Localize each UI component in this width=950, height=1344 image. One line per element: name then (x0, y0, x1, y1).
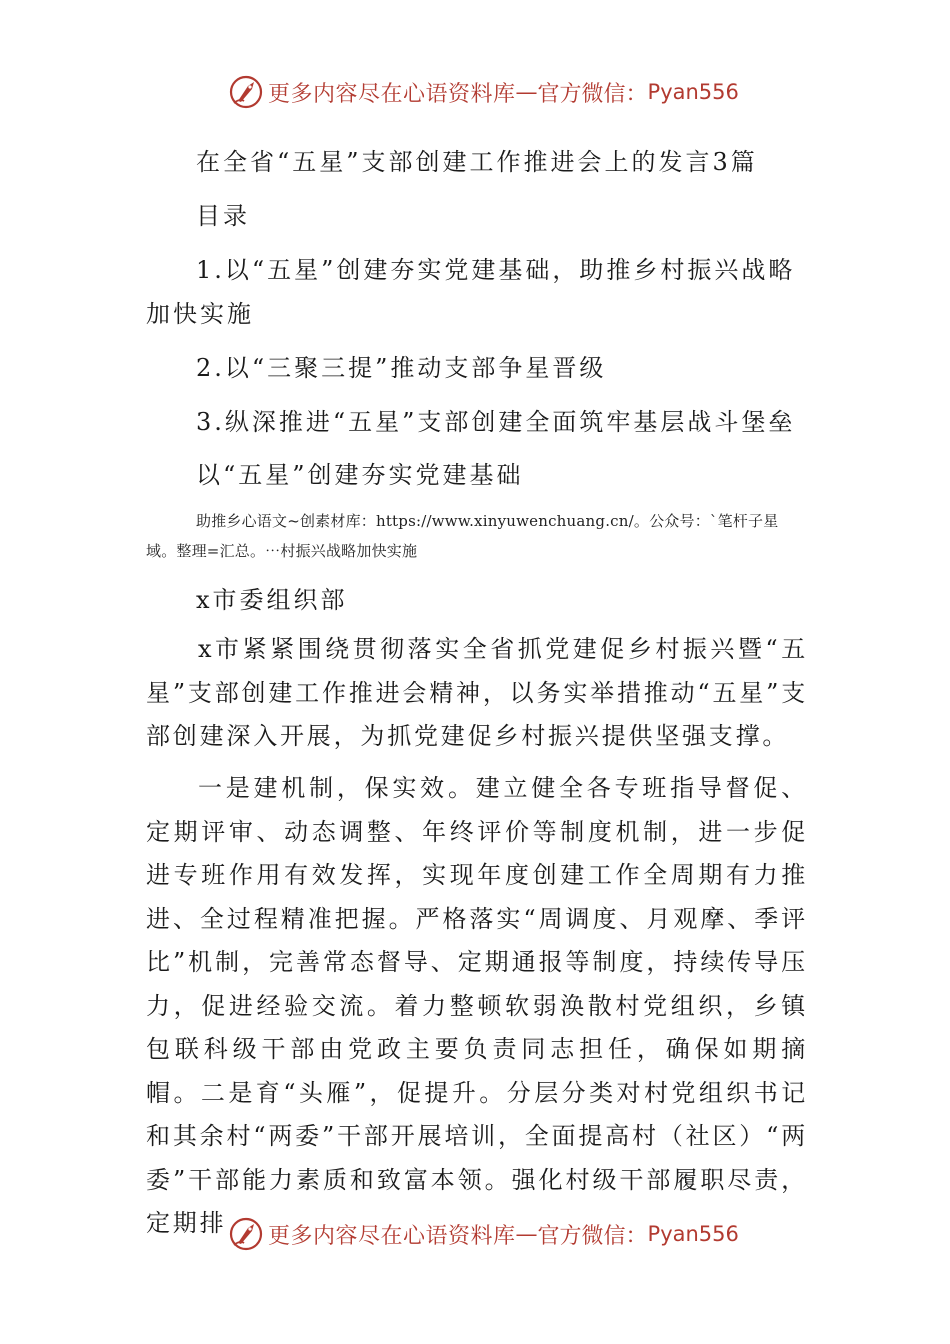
watermark-wechat-label: 官方微信： (537, 1223, 648, 1249)
document-title: 在全省“五星”支部创建工作推进会上的发言3篇 (196, 148, 758, 176)
author-line: x市委组织部 (196, 586, 348, 614)
paragraph-intro: x市紧紧围绕贯彻落实全省抓党建促乡村振兴暨“五星”支部创建工作推进会精神，以务实举措推动“五星”支部创建深入开展，为抓党建促乡村振兴提供坚强支撑。 (146, 635, 808, 750)
watermark-handle: Pyan556 (647, 80, 739, 104)
watermark-separator: — (515, 1221, 538, 1247)
article-title: 以“五星”创建夯实党建基础 (196, 461, 524, 489)
pen-nib-logo-icon (228, 1216, 264, 1252)
watermark-handle: Pyan556 (647, 1222, 739, 1246)
toc-item-1-continued: 加快实施 (146, 300, 254, 328)
toc-item-3: 3.纵深推进“五星”支部创建全面筑牢基层战斗堡垒 (196, 408, 796, 436)
source-note-line-2: 域。整理=汇总。⋯村振兴战略加快实施 (146, 542, 418, 560)
header-watermark (228, 72, 739, 112)
paragraph-body: 一是建机制，保实效。建立健全各专班指导督促、定期评审、动态调整、年终评价等制度机制，进一步促进专班作用有效发挥，实现年度创建工作全周期有力推进、全过程精准把握。严格落实“周调度、月观摩、季评比”机制，完善常态督导、定期通报等制度，持续传导压力，促进经验交流。着力整顿软弱涣散村党组织，乡镇包联科级干部由党政主要负责同志担任，确保如期摘帽。二是育“头雁”，促提升。分层分类对村党组织书记和其余村“两委”干部开展培训，全面提高村（社区）“两委”干部能力素质和致富本领。强化村级干部履职尽责，定期排 (146, 774, 808, 1237)
pen-nib-logo-icon (228, 74, 264, 110)
watermark-text: 更多内容尽在心语资料库 (268, 81, 516, 107)
toc-item-1: 1.以“五星”创建夯实党建基础，助推乡村振兴战略 (196, 256, 796, 284)
footer-watermark (228, 1214, 739, 1254)
source-note-line-1: 助推乡心语文~创素材库：https://www.xinyuwenchuang.cn/。公众号：`笔杆子星 (196, 512, 779, 530)
watermark-separator: — (515, 79, 538, 105)
toc-item-2: 2.以“三聚三提”推动支部争星晋级 (196, 354, 607, 382)
watermark-text: 更多内容尽在心语资料库 (268, 1223, 516, 1249)
watermark-wechat-label: 官方微信： (537, 81, 648, 107)
toc-heading: 目录 (196, 202, 250, 230)
